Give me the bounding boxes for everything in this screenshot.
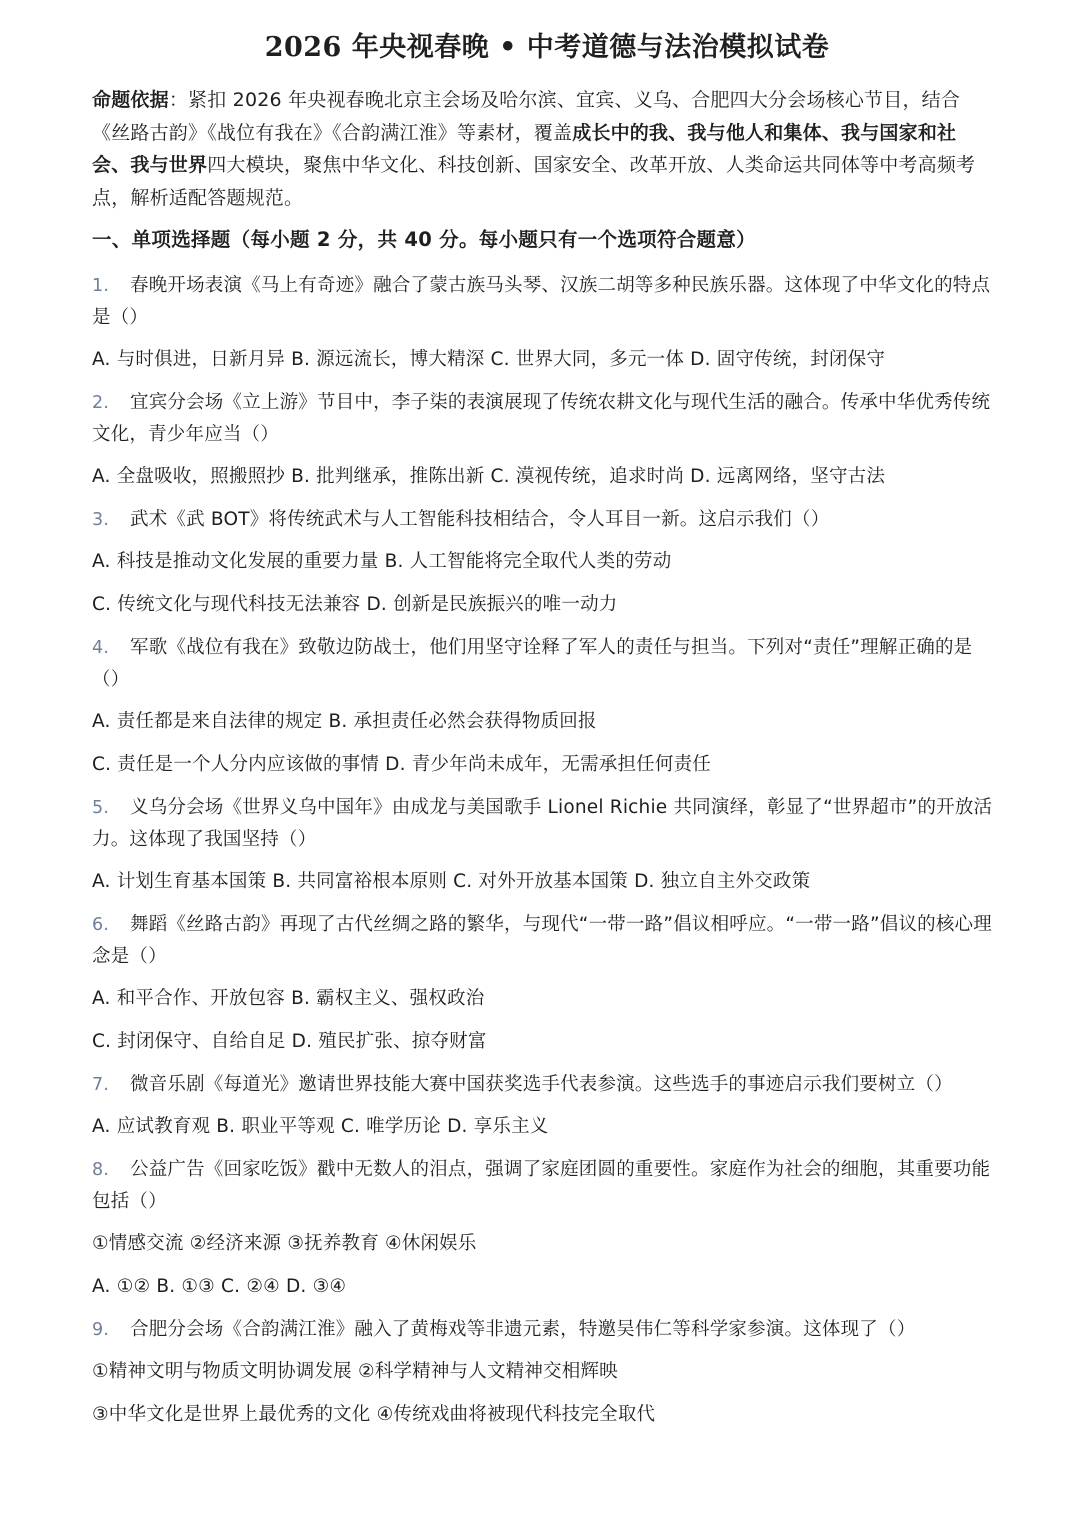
question-8 (92, 1154, 994, 1303)
question-text: 合肥分会场《合韵满江淮》融入了黄梅戏等非遗元素，特邀吴伟仁等科学家参演。这体现了（） (130, 1319, 916, 1340)
question-number: 6. (92, 915, 110, 935)
question-number: 2. (92, 393, 110, 413)
question-number: 4. (92, 638, 110, 658)
module-sep-3: 、 (111, 154, 131, 176)
question-4 (92, 632, 994, 781)
option-line: ③中华文化是世界上最优秀的文化 ④传统戏曲将被现代科技完全取代 (92, 1404, 656, 1425)
question-stem (92, 270, 994, 334)
question-3 (92, 504, 994, 621)
question-number: 1. (92, 276, 110, 296)
module-2: 我与他人和集体 (687, 121, 822, 144)
option-line: A. 和平合作、开放包容 B. 霸权主义、强权政治 (92, 988, 485, 1009)
question-stem (92, 504, 994, 536)
option-line: A. 与时俱进，日新月异 B. 源远流长，博大精深 C. 世界大同，多元一体 D. 固守传统，封闭保守 (92, 349, 886, 370)
module-sep-1: 、 (668, 121, 688, 144)
option-line: ①精神文明与物质文明协调发展 ②科学精神与人文精神交相辉映 (92, 1361, 618, 1382)
question-number: 8. (92, 1160, 110, 1180)
question-stem (92, 1069, 994, 1101)
option-line: C. 封闭保守、自给自足 D. 殖民扩张、掠夺财富 (92, 1031, 487, 1052)
intro-text-2: 四大模块，聚焦中华文化、科技创新、国家安全、改革开放、人类命运共同体等中考高频考点，解析适配答题规范。 (92, 154, 976, 209)
intro-paragraph (92, 84, 994, 214)
option-line: C. 传统文化与现代科技无法兼容 D. 创新是民族振兴的唯一动力 (92, 594, 618, 615)
question-text: 军歌《战位有我在》致敬边防战士，他们用坚守诠释了军人的责任与担当。下列对“责任”理解正确的是（） (92, 637, 973, 690)
option-line: A. 应试教育观 B. 职业平等观 C. 唯学历论 D. 享乐主义 (92, 1116, 549, 1137)
question-text: 春晚开场表演《马上有奇迹》融合了蒙古族马头琴、汉族二胡等多种民族乐器。这体现了中华文化的特点是（） (92, 275, 991, 328)
intro-label: 命题依据 (92, 89, 169, 111)
question-stem (92, 1154, 994, 1218)
question-2 (92, 387, 994, 493)
question-stem (92, 632, 994, 696)
option-line: A. 责任都是来自法律的规定 B. 承担责任必然会获得物质回报 (92, 711, 597, 732)
question-text: 微音乐剧《每道光》邀请世界技能大赛中国获奖选手代表参演。这些选手的事迹启示我们要树立（） (130, 1074, 953, 1095)
section-title: 一、单项选择题（每小题 2 分，共 40 分。每小题只有一个选项符合题意） (92, 228, 756, 251)
question-text: 义乌分会场《世界义乌中国年》由成龙与美国歌手 Lionel Richie 共同演绎，彰显了“世界超市”的开放活力。这体现了我国坚持（） (92, 797, 993, 850)
page-title: 2026 年央视春晚 • 中考道德与法治模拟试卷 (264, 32, 830, 63)
question-number: 7. (92, 1075, 110, 1095)
question-list (92, 270, 994, 1431)
module-1: 成长中的我 (572, 121, 669, 144)
question-stem (92, 387, 994, 451)
question-7 (92, 1069, 994, 1143)
module-sep-2: 、 (821, 121, 842, 144)
question-9 (92, 1314, 994, 1431)
question-number: 3. (92, 510, 110, 530)
question-6 (92, 909, 994, 1058)
question-5 (92, 792, 994, 898)
question-1 (92, 270, 994, 376)
question-text: 舞蹈《丝路古韵》再现了古代丝绸之路的繁华，与现代“一带一路”倡议相呼应。“一带一路”倡议的核心理念是（） (92, 914, 992, 967)
question-text: 公益广告《回家吃饭》戳中无数人的泪点，强调了家庭团圆的重要性。家庭作为社会的细胞，其重要功能包括（） (92, 1159, 991, 1212)
option-line: A. 计划生育基本国策 B. 共同富裕根本原则 C. 对外开放基本国策 D. 独立自主外交政策 (92, 871, 811, 892)
question-number: 5. (92, 798, 110, 818)
question-stem (92, 909, 994, 973)
question-text: 武术《武 BOT》将传统武术与人工智能科技相结合，令人耳目一新。这启示我们（） (130, 509, 830, 530)
module-3: 我与国家和社会 (92, 121, 957, 176)
option-line: A. 全盘吸收，照搬照抄 B. 批判继承，推陈出新 C. 漠视传统，追求时尚 D. 远离网络，坚守古法 (92, 466, 886, 487)
option-line: A. 科技是推动文化发展的重要力量 B. 人工智能将完全取代人类的劳动 (92, 551, 672, 572)
question-number: 9. (92, 1320, 110, 1340)
module-4: 我与世界 (130, 154, 208, 176)
question-stem (92, 792, 994, 856)
question-text: 宜宾分会场《立上游》节目中，李子柒的表演展现了传统农耕文化与现代生活的融合。传承中华优秀传统文化，青少年应当（） (92, 392, 991, 445)
intro-text-1: ：紧扣 2026 年央视春晚北京主会场及哈尔滨、宜宾、义乌、合肥四大分会场核心节目，结合《丝路古韵》《战位有我在》《合韵满江淮》等素材，覆盖 (92, 89, 961, 144)
option-line: ①情感交流 ②经济来源 ③抚养教育 ④休闲娱乐 (92, 1233, 477, 1254)
option-line: C. 责任是一个人分内应该做的事情 D. 青少年尚未成年，无需承担任何责任 (92, 754, 711, 775)
question-stem (92, 1314, 994, 1346)
option-line: A. ①② B. ①③ C. ②④ D. ③④ (92, 1276, 347, 1297)
